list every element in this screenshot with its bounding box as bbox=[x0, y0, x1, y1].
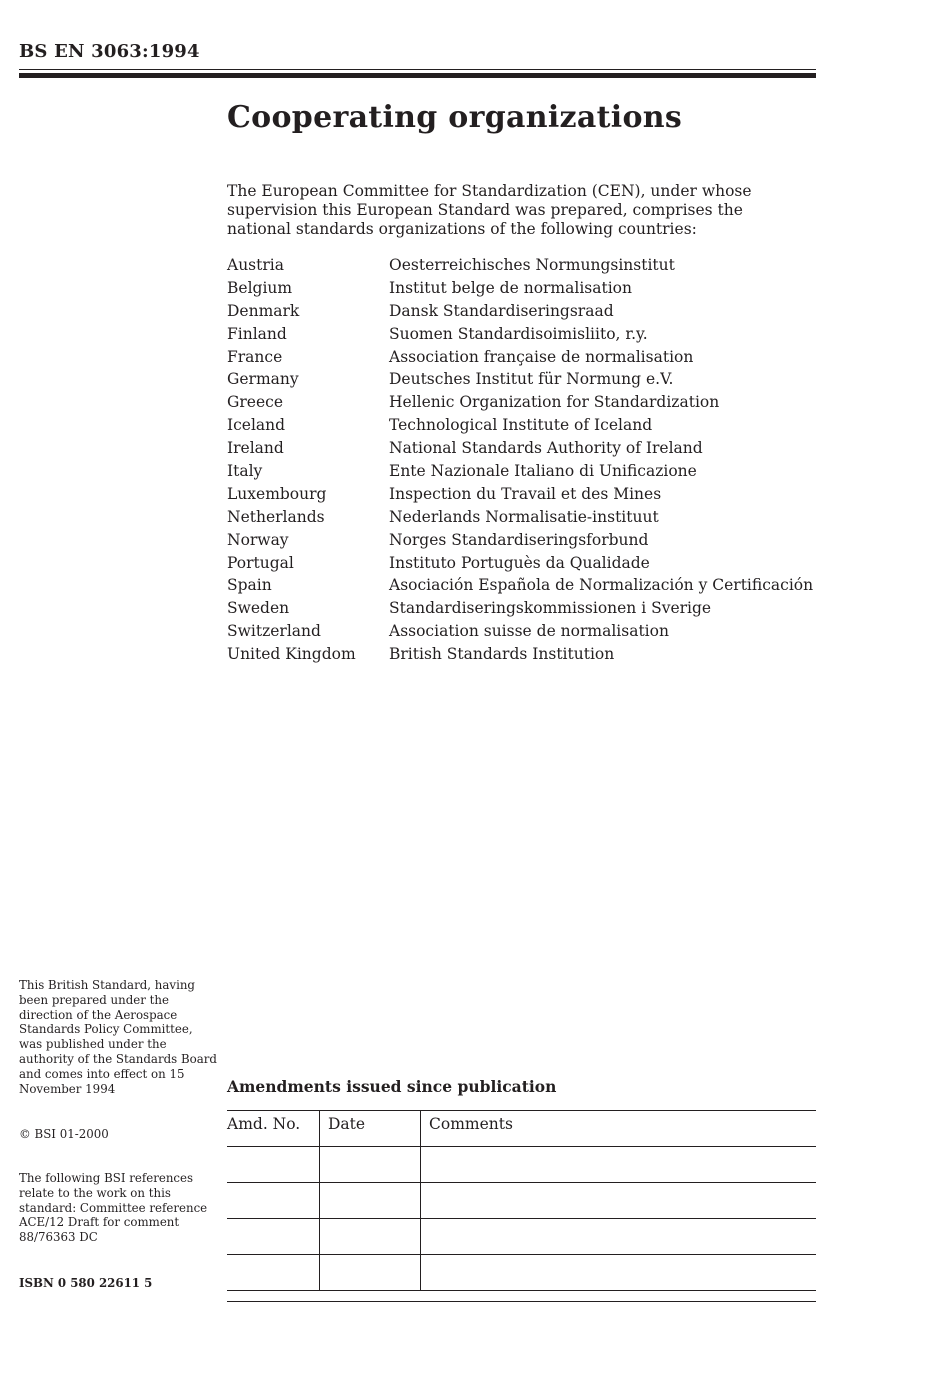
date-cell bbox=[320, 1147, 421, 1183]
member-row bbox=[227, 552, 827, 575]
member-org: Association française de normalisation bbox=[389, 347, 694, 366]
member-row bbox=[227, 506, 827, 529]
amd-no-cell bbox=[227, 1183, 320, 1219]
member-country: Italy bbox=[227, 462, 263, 481]
amendments-table bbox=[227, 1110, 816, 1291]
member-country: Finland bbox=[227, 324, 287, 343]
member-org: Hellenic Organization for Standardization bbox=[389, 393, 720, 412]
table-row bbox=[227, 1219, 816, 1255]
member-row bbox=[227, 346, 827, 369]
member-country: Norway bbox=[227, 530, 289, 549]
member-country: Denmark bbox=[227, 301, 300, 320]
comments-cell bbox=[421, 1147, 817, 1183]
member-country: Luxembourg bbox=[227, 484, 327, 503]
member-org: Inspection du Travail et des Mines bbox=[389, 484, 662, 503]
member-row bbox=[227, 437, 827, 460]
member-row bbox=[227, 391, 827, 414]
member-org: Dansk Standardiseringsraad bbox=[389, 301, 614, 320]
comments-cell bbox=[421, 1183, 817, 1219]
member-org: Technological Institute of Iceland bbox=[389, 416, 653, 435]
member-country: Portugal bbox=[227, 553, 294, 572]
member-org: National Standards Authority of Ireland bbox=[389, 439, 703, 458]
member-country: Spain bbox=[227, 576, 272, 595]
member-row bbox=[227, 323, 827, 346]
member-country: Sweden bbox=[227, 599, 290, 618]
member-row bbox=[227, 574, 827, 597]
member-list bbox=[227, 254, 827, 666]
amd-no-cell bbox=[227, 1255, 320, 1291]
member-country: United Kingdom bbox=[227, 645, 356, 664]
comments-header: Comments bbox=[421, 1111, 817, 1147]
date-header: Date bbox=[320, 1111, 421, 1147]
member-org: Oesterreichisches Normungsinstitut bbox=[389, 256, 675, 274]
comments-cell bbox=[421, 1255, 817, 1291]
member-country: Austria bbox=[227, 256, 284, 274]
comments-cell bbox=[421, 1219, 817, 1255]
member-org: Association suisse de normalisation bbox=[389, 622, 669, 641]
member-org: Suomen Standardisoimisliito, r.y. bbox=[389, 324, 648, 343]
member-country: France bbox=[227, 347, 283, 366]
member-country: Switzerland bbox=[227, 622, 321, 641]
copyright-note: © BSI 01-2000 bbox=[19, 1127, 109, 1141]
table-row bbox=[227, 1183, 816, 1219]
member-country: Netherlands bbox=[227, 507, 325, 526]
member-row bbox=[227, 483, 827, 506]
member-row bbox=[227, 620, 827, 643]
member-country: Ireland bbox=[227, 439, 284, 458]
amd-no-cell bbox=[227, 1147, 320, 1183]
publication-note: This British Standard, having been prepared under the direction of the Aerospace Standards Policy Committee, was published under the authority of the Standards Board and comes into effect on 15 November 1994 bbox=[19, 978, 217, 1096]
member-row bbox=[227, 277, 827, 300]
amd-no-cell bbox=[227, 1219, 320, 1255]
isbn: ISBN 0 580 22611 5 bbox=[19, 1276, 153, 1290]
amendments-title: Amendments issued since publication bbox=[227, 1077, 557, 1096]
intro-paragraph: The European Committee for Standardization (CEN), under whose supervision this European Standard was prepared, comprises the national standards organizations of the following countries: bbox=[227, 182, 752, 238]
member-org: Nederlands Normalisatie-instituut bbox=[389, 507, 659, 526]
header-rule-thick bbox=[19, 73, 816, 78]
header-rule-thin bbox=[19, 69, 816, 70]
page-title: Cooperating organizations bbox=[227, 100, 683, 135]
member-row bbox=[227, 529, 827, 552]
table-row bbox=[227, 1255, 816, 1291]
date-cell bbox=[320, 1219, 421, 1255]
amendments-header-row bbox=[227, 1111, 816, 1147]
member-country: Iceland bbox=[227, 416, 286, 435]
date-cell bbox=[320, 1255, 421, 1291]
member-org: Standardiseringskommissionen i Sverige bbox=[389, 599, 712, 618]
member-row bbox=[227, 300, 827, 323]
member-row bbox=[227, 254, 827, 277]
member-org: Instituto Portuguès da Qualidade bbox=[389, 553, 650, 572]
document-id: BS EN 3063:1994 bbox=[19, 41, 200, 62]
member-row bbox=[227, 597, 827, 620]
member-org: Institut belge de normalisation bbox=[389, 278, 632, 297]
member-row bbox=[227, 368, 827, 391]
member-org: Deutsches Institut für Normung e.V. bbox=[389, 370, 674, 389]
member-org: British Standards Institution bbox=[389, 645, 615, 664]
table-row bbox=[227, 1147, 816, 1183]
amd-no-header: Amd. No. bbox=[227, 1111, 320, 1147]
member-row bbox=[227, 460, 827, 483]
member-org: Asociación Española de Normalización y Certificación bbox=[389, 576, 814, 595]
member-country: Belgium bbox=[227, 278, 293, 297]
date-cell bbox=[320, 1183, 421, 1219]
member-org: Ente Nazionale Italiano di Unificazione bbox=[389, 462, 697, 481]
member-row bbox=[227, 643, 827, 666]
member-country: Germany bbox=[227, 370, 299, 389]
member-country: Greece bbox=[227, 393, 283, 412]
member-row bbox=[227, 414, 827, 437]
bottom-rule bbox=[227, 1301, 816, 1302]
member-org: Norges Standardiseringsforbund bbox=[389, 530, 649, 549]
references-note: The following BSI references relate to the work on this standard: Committee reference ACE/12 Draft for comment 88/76363 DC bbox=[19, 1171, 208, 1245]
